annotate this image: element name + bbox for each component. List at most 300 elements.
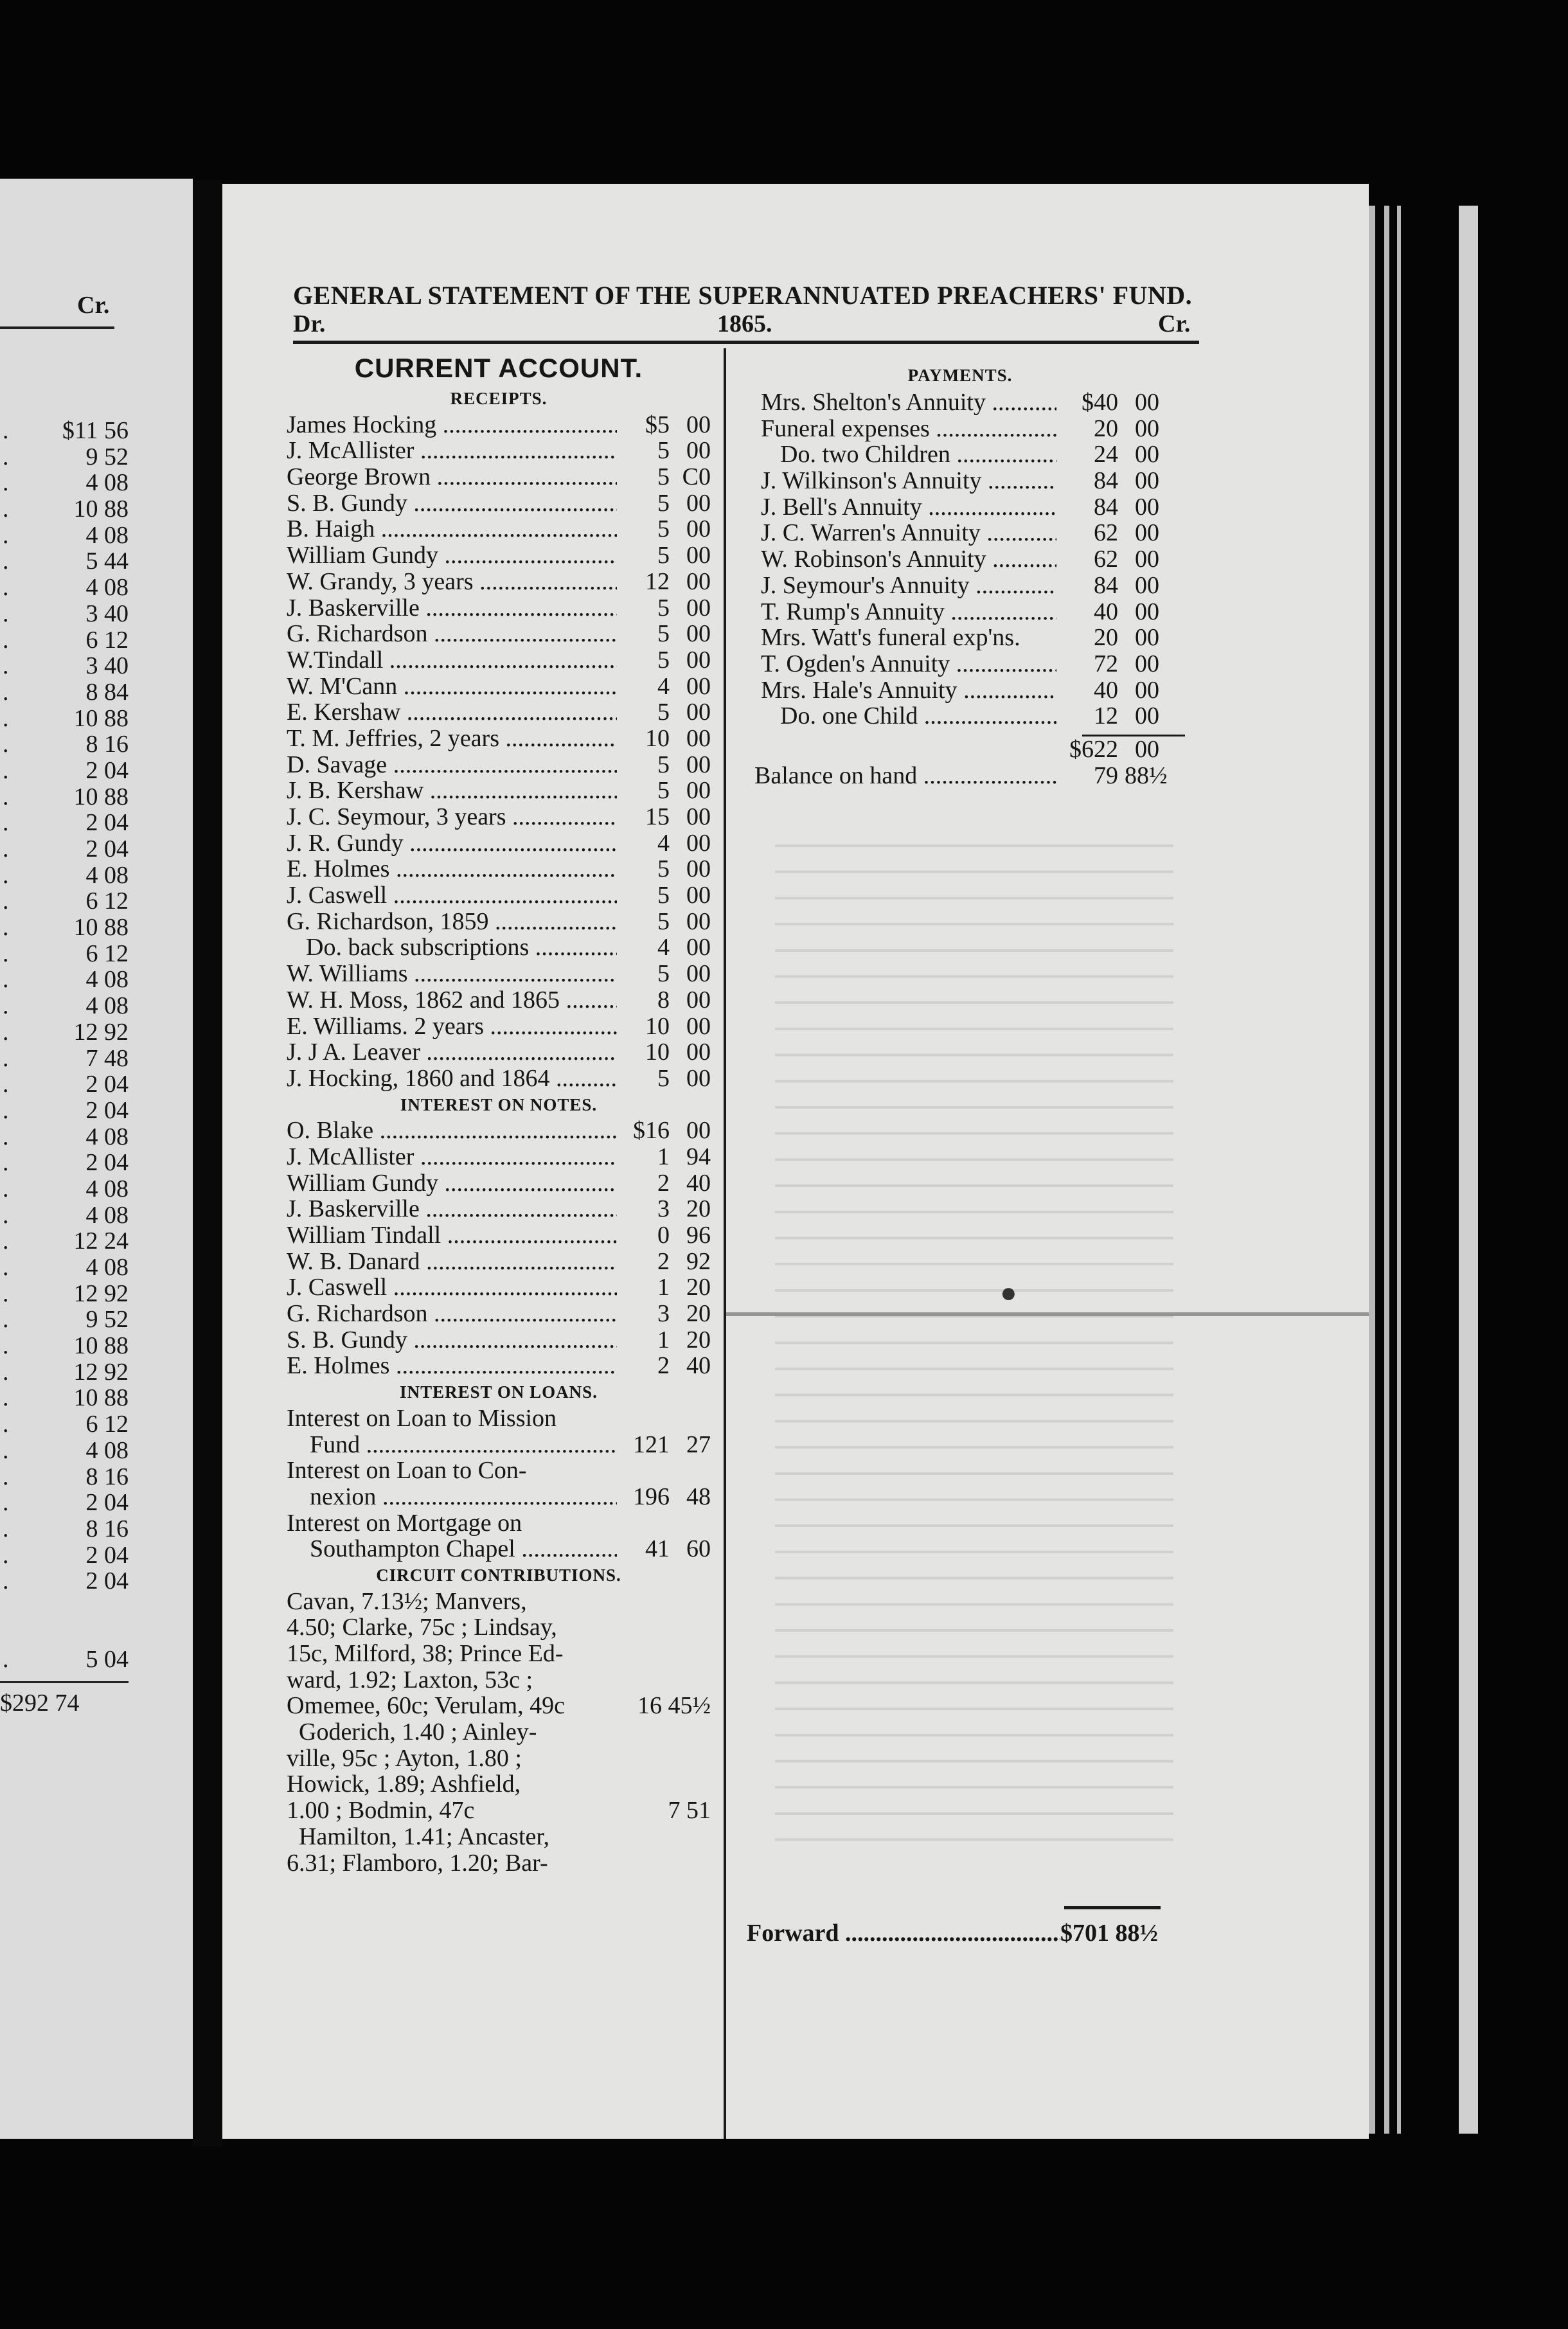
left-page-value: 10 88 <box>73 704 129 732</box>
left-page-value: 5 04 <box>85 1646 129 1673</box>
ledger-row <box>287 1170 711 1197</box>
ledger-row-name: J. Caswell ..... <box>287 882 617 908</box>
left-page-leader: . <box>3 1123 9 1150</box>
ledger-row-cents: 40 <box>686 1352 711 1380</box>
ledger-row <box>287 595 711 621</box>
left-page-leader: . <box>3 1071 9 1098</box>
ledger-row-name: Southampton Chapel ..... <box>287 1536 617 1562</box>
left-page-leader: . <box>3 1541 9 1569</box>
ledger-row <box>287 490 711 517</box>
left-page-cr-label: Cr. <box>77 292 110 319</box>
left-page-row <box>0 967 129 993</box>
ledger-row <box>287 987 711 1013</box>
circuit-line-amount: 16 45½ <box>637 1692 711 1720</box>
left-page-leader: . <box>3 835 9 862</box>
ledger-row <box>287 1066 711 1092</box>
ledger-row-name: Fund ..... <box>287 1432 617 1458</box>
ledger-row-cents: 00 <box>686 986 711 1013</box>
left-page-row <box>0 941 129 967</box>
ledger-row <box>287 621 711 647</box>
left-page-leader: . <box>3 600 9 627</box>
left-page-header-rule <box>0 326 114 329</box>
circuit-line <box>287 1745 711 1772</box>
left-page-value: 7 48 <box>85 1044 129 1072</box>
ledger-row <box>287 542 711 569</box>
ledger-row-name: Mrs. Watt's funeral exp'ns. <box>761 625 1020 651</box>
loan-row-line1: Interest on Loan to Mission <box>287 1405 557 1431</box>
ledger-row <box>287 1196 711 1222</box>
left-page-value: 4 08 <box>85 966 129 994</box>
ledger-row-name: J. J A. Leaver ..... <box>287 1039 617 1065</box>
left-page-leader: . <box>3 1358 9 1386</box>
ledger-row-cents: 00 <box>686 829 711 857</box>
ledger-row-name: W. M'Cann ..... <box>287 674 617 699</box>
ledger-row-cents: 00 <box>686 960 711 988</box>
interest-notes-heading: INTEREST ON NOTES. <box>400 1094 598 1114</box>
ledger-row-dollars: 24 <box>1094 441 1118 468</box>
loan-row-title <box>287 1458 711 1484</box>
left-page-leader: . <box>3 940 9 967</box>
circuit-contributions-heading: CIRCUIT CONTRIBUTIONS. <box>376 1565 621 1585</box>
left-page-value: 2 04 <box>85 835 129 862</box>
interest-loans-list <box>287 1405 711 1562</box>
ledger-row <box>287 1353 711 1379</box>
ledger-row <box>287 1249 711 1275</box>
left-page-row <box>0 731 129 758</box>
left-page-value: 2 04 <box>85 1541 129 1569</box>
header-rule <box>293 341 1199 344</box>
ledger-row <box>761 468 1159 494</box>
ledger-row <box>287 1039 711 1066</box>
ledger-row-name: E. Kershaw ..... <box>287 699 617 725</box>
receipts-heading: RECEIPTS. <box>450 389 548 408</box>
ledger-row-dollars: 5 <box>657 882 670 909</box>
circuit-line <box>287 1824 711 1850</box>
ledger-row <box>287 464 711 490</box>
ledger-row <box>761 625 1159 651</box>
ledger-row-dollars: 5 <box>657 1064 670 1092</box>
ledger-row-cents: 00 <box>686 1117 711 1145</box>
ledger-row-dollars: 62 <box>1094 546 1118 573</box>
ledger-row-cents: 60 <box>686 1535 711 1563</box>
ledger-row-cents: 96 <box>686 1222 711 1249</box>
payments-column <box>754 357 1168 789</box>
ledger-row-name: nexion ..... <box>287 1484 617 1510</box>
ledger-row-dollars: 3 <box>657 1300 670 1328</box>
left-page-row <box>0 706 129 732</box>
left-page-row <box>0 1046 129 1072</box>
ledger-row <box>287 438 711 464</box>
ledger-row <box>761 442 1159 468</box>
left-page-row <box>0 1594 129 1621</box>
ledger-row-name: G. Richardson, 1859 ..... <box>287 909 617 934</box>
forward-row <box>747 1919 1158 1947</box>
left-page-row <box>0 1438 129 1464</box>
left-page-row <box>0 1307 129 1333</box>
ledger-row-cents: 00 <box>1135 624 1159 652</box>
ledger-row-cents: 00 <box>1135 546 1159 573</box>
ledger-row <box>287 699 711 726</box>
ledger-row-dollars: 121 <box>633 1431 670 1458</box>
left-page-value: 12 92 <box>73 1280 129 1307</box>
ledger-row-dollars: 40 <box>1094 676 1118 704</box>
left-page-row <box>0 627 129 654</box>
left-page-leader: . <box>3 1175 9 1202</box>
circuit-line-text: Omemee, 60c; Verulam, 49c <box>287 1692 565 1720</box>
ledger-row-name: E. Williams. 2 years ..... <box>287 1013 617 1039</box>
left-page-row <box>0 1359 129 1386</box>
ledger-row <box>287 1222 711 1249</box>
ledger-row <box>287 1301 711 1327</box>
left-page-leader: . <box>3 1201 9 1229</box>
ledger-row-cents: 00 <box>686 1039 711 1066</box>
ledger-row <box>287 516 711 542</box>
left-page-value: 12 92 <box>73 1358 129 1386</box>
interest-notes-list <box>287 1118 711 1379</box>
ledger-row-dollars: 41 <box>645 1535 670 1563</box>
circuit-line <box>287 1614 711 1641</box>
ledger-row-name: T. Rump's Annuity ..... <box>761 599 1056 625</box>
ledger-row-cents: 20 <box>686 1195 711 1223</box>
left-page-row <box>0 1490 129 1516</box>
ledger-row-dollars: 4 <box>657 934 670 961</box>
ledger-row-dollars: 10 <box>645 1039 670 1066</box>
left-page-row <box>0 679 129 706</box>
left-page-value: 12 24 <box>73 1227 129 1255</box>
ledger-row-cents: 00 <box>686 777 711 805</box>
left-page-leader: . <box>3 1018 9 1046</box>
left-page-value: 10 88 <box>73 914 129 941</box>
ledger-row <box>287 882 711 909</box>
circuit-line-text: Hamilton, 1.41; Ancaster, <box>287 1823 550 1850</box>
ledger-row-cents: 00 <box>686 882 711 909</box>
left-page-value: 8 84 <box>85 678 129 706</box>
left-page-value: 4 08 <box>85 1254 129 1281</box>
left-page-leader: . <box>3 756 9 784</box>
left-page-leader: . <box>3 1280 9 1307</box>
ledger-row <box>761 520 1159 546</box>
left-page-value: 2 04 <box>85 756 129 784</box>
left-page-amount-column <box>0 418 129 1673</box>
left-page-leader: . <box>3 626 9 654</box>
left-page-leader: . <box>3 704 9 732</box>
ledger-row-dollars: 5 <box>657 542 670 569</box>
ledger-row <box>761 599 1159 625</box>
left-page-row <box>0 784 129 810</box>
ledger-row <box>287 752 711 778</box>
left-page-leader: . <box>3 1332 9 1360</box>
ledger-row-dollars: 5 <box>657 620 670 648</box>
left-page-value: 4 08 <box>85 1436 129 1464</box>
ledger-row <box>287 412 711 438</box>
ledger-row-name: W. H. Moss, 1862 and 1865 ..... <box>287 987 617 1013</box>
left-page-row <box>0 1228 129 1254</box>
ledger-row-dollars: 1 <box>657 1326 670 1353</box>
subtotal-dollars: $622 <box>1069 735 1118 763</box>
left-facing-page <box>0 179 193 2139</box>
left-page-value: 4 08 <box>85 574 129 602</box>
ledger-row-dollars: 196 <box>633 1483 670 1510</box>
left-page-leader: . <box>3 1646 9 1673</box>
ledger-row-dollars: $5 <box>645 411 670 438</box>
ledger-row-name: S. B. Gundy ..... <box>287 490 617 516</box>
ledger-row-cents: 00 <box>686 567 711 595</box>
left-page-leader: . <box>3 1254 9 1281</box>
left-page-leader: . <box>3 1463 9 1490</box>
ledger-row <box>287 830 711 857</box>
ledger-row-cents: 00 <box>1135 676 1159 704</box>
ledger-row-cents: 00 <box>686 672 711 700</box>
ledger-row-name: J. Baskerville ..... <box>287 595 617 621</box>
ledger-row-dollars: 5 <box>657 960 670 988</box>
ledger-row-name: J. C. Warren's Annuity ..... <box>761 520 1056 546</box>
left-page-leader: . <box>3 1411 9 1438</box>
left-page-row <box>0 1333 129 1359</box>
loan-row <box>287 1432 711 1458</box>
ledger-row-dollars: $40 <box>1082 389 1118 416</box>
left-page-row <box>0 1019 129 1046</box>
circuit-line-text: 15c, Milford, 38; Prince Ed- <box>287 1640 564 1667</box>
left-page-value: 12 92 <box>73 1018 129 1046</box>
ledger-row-dollars: 2 <box>657 1169 670 1197</box>
ledger-row-cents: 00 <box>1135 493 1159 521</box>
ledger-row-cents: 00 <box>1135 441 1159 468</box>
ledger-row-name: J. R. Gundy ..... <box>287 830 617 856</box>
ledger-row-cents: C0 <box>682 463 711 491</box>
left-page-value: 6 12 <box>85 1411 129 1438</box>
left-page-leader: . <box>3 809 9 837</box>
receipts-list <box>287 412 711 1092</box>
left-page-value: 6 12 <box>85 940 129 967</box>
circuit-line <box>287 1693 711 1719</box>
ledger-row-dollars: 10 <box>645 1012 670 1040</box>
ledger-row-cents: 00 <box>686 620 711 648</box>
forward-label: Forward ..... <box>747 1919 1060 1947</box>
left-page-row <box>0 1071 129 1098</box>
payments-list <box>761 389 1159 729</box>
left-page-leader: . <box>3 1227 9 1255</box>
balance-cents: 88½ <box>1125 762 1168 789</box>
left-page-value: 3 40 <box>85 652 129 680</box>
statement-year: 1865. <box>717 310 772 337</box>
ledger-row <box>761 573 1159 599</box>
ledger-row-name: S. B. Gundy ..... <box>287 1327 617 1353</box>
ledger-row-dollars: 84 <box>1094 571 1118 599</box>
ledger-row-dollars: 62 <box>1094 519 1118 547</box>
left-page-leader: . <box>3 469 9 497</box>
ledger-row <box>287 804 711 830</box>
ledger-row-cents: 00 <box>1135 389 1159 416</box>
left-page-total-rule <box>0 1681 129 1683</box>
ledger-row-dollars: 12 <box>1094 702 1118 730</box>
left-page-value: 2 04 <box>85 1567 129 1595</box>
left-page-value: 8 16 <box>85 1463 129 1490</box>
ledger-row-name: E. Holmes ..... <box>287 1353 617 1379</box>
ledger-row-dollars: $16 <box>633 1117 670 1145</box>
ledger-row-dollars: 84 <box>1094 467 1118 495</box>
circuit-line <box>287 1589 711 1615</box>
left-page-leader: . <box>3 548 9 575</box>
payments-heading: PAYMENTS. <box>907 366 1013 385</box>
ledger-row-dollars: 12 <box>645 567 670 595</box>
ledger-row-name: Mrs. Shelton's Annuity ..... <box>761 389 1056 415</box>
left-page-row <box>0 1098 129 1124</box>
ledger-row-name: Funeral expenses ..... <box>761 416 1056 442</box>
ledger-row-name: J. McAllister ..... <box>287 438 617 463</box>
ledger-row-dollars: 0 <box>657 1222 670 1249</box>
ledger-row-name: J. Seymour's Annuity ..... <box>761 573 1056 598</box>
ledger-row-cents: 00 <box>686 489 711 517</box>
ledger-row <box>761 651 1159 677</box>
circuit-line <box>287 1798 711 1824</box>
left-page-value: $11 56 <box>62 417 129 444</box>
left-page-leader: . <box>3 861 9 889</box>
left-page-value: 10 88 <box>73 783 129 810</box>
ledger-row-dollars: 40 <box>1094 598 1118 625</box>
loan-row-title <box>287 1510 711 1537</box>
receipts-column <box>287 351 711 1876</box>
left-page-leader: . <box>3 443 9 470</box>
circuit-line <box>287 1667 711 1693</box>
ledger-row-name: O. Blake ..... <box>287 1118 617 1143</box>
ledger-row-name: E. Holmes ..... <box>287 856 617 882</box>
ledger-row-cents: 00 <box>686 724 711 752</box>
left-page-value: 8 16 <box>85 731 129 758</box>
left-page-row <box>0 1646 129 1673</box>
ledger-row-cents: 00 <box>686 437 711 465</box>
ledger-row-dollars: 20 <box>1094 415 1118 442</box>
left-page-value: 4 08 <box>85 469 129 497</box>
left-page-row <box>0 601 129 627</box>
left-page-row <box>0 496 129 522</box>
ledger-row-dollars: 2 <box>657 1247 670 1275</box>
left-page-row <box>0 522 129 549</box>
ledger-row-name: G. Richardson ..... <box>287 1301 617 1326</box>
ledger-row-name: J. Bell's Annuity ..... <box>761 494 1056 520</box>
ledger-row <box>287 674 711 700</box>
circuit-line-text: 4.50; Clarke, 75c ; Lindsay, <box>287 1614 557 1641</box>
ledger-row-dollars: 1 <box>657 1143 670 1170</box>
loan-row-line1: Interest on Mortgage on <box>287 1510 522 1536</box>
left-page-value: 4 08 <box>85 992 129 1020</box>
left-page-leader: . <box>3 1384 9 1412</box>
ledger-row-dollars: 5 <box>657 515 670 543</box>
left-page-value: 4 08 <box>85 1123 129 1150</box>
ledger-row-dollars: 5 <box>657 463 670 491</box>
ledger-row <box>287 778 711 804</box>
ledger-row-name: J. C. Seymour, 3 years ..... <box>287 804 617 830</box>
left-page-value: 6 12 <box>85 888 129 915</box>
ledger-row-name: William Tindall ..... <box>287 1222 617 1248</box>
ledger-row-name: Do. two Children ..... <box>761 442 1056 467</box>
left-page-row <box>0 758 129 784</box>
left-page-row <box>0 1568 129 1594</box>
book-gutter <box>193 180 222 2146</box>
ledger-row <box>761 494 1159 521</box>
ledger-row-name: W.Tindall ..... <box>287 647 617 673</box>
ledger-row-dollars: 2 <box>657 1352 670 1380</box>
credit-label: Cr. <box>1158 310 1191 337</box>
circuit-line <box>287 1771 711 1798</box>
ledger-row-cents: 00 <box>686 751 711 778</box>
left-page-row <box>0 1281 129 1307</box>
left-page-row <box>0 1254 129 1281</box>
ledger-row-name: B. Haigh ..... <box>287 516 617 542</box>
forward-amount: $701 88½ <box>1060 1920 1158 1947</box>
ledger-row-name: J. McAllister ..... <box>287 1144 617 1170</box>
left-page-row <box>0 418 129 444</box>
left-page-row <box>0 810 129 836</box>
ledger-row-dollars: 5 <box>657 855 670 883</box>
ledger-row <box>287 569 711 595</box>
ledger-row-name: W. B. Danard ..... <box>287 1249 617 1274</box>
ledger-row <box>761 416 1159 442</box>
left-page-row <box>0 993 129 1019</box>
ledger-row <box>287 961 711 987</box>
interest-loans-heading: INTEREST ON LOANS. <box>400 1382 598 1402</box>
ledger-row <box>761 677 1159 704</box>
ledger-row-cents: 00 <box>686 515 711 543</box>
left-page-row <box>0 836 129 862</box>
ledger-row-cents: 00 <box>686 1064 711 1092</box>
ledger-row-cents: 20 <box>686 1300 711 1328</box>
page-title: GENERAL STATEMENT OF THE SUPERANNUATED PREACHERS' FUND. <box>293 281 1193 310</box>
left-page-row <box>0 1621 129 1647</box>
ledger-row-name: W. Robinson's Annuity ..... <box>761 546 1056 572</box>
ledger-row-cents: 00 <box>1135 519 1159 547</box>
left-page-row <box>0 1176 129 1202</box>
ledger-row <box>287 726 711 752</box>
ledger-row-name: William Gundy ..... <box>287 542 617 568</box>
left-page-row <box>0 888 129 915</box>
left-page-leader: . <box>3 1306 9 1334</box>
circuit-line <box>287 1850 711 1877</box>
ledger-row-name: T. Ogden's Annuity ..... <box>761 651 1056 677</box>
left-page-total: $292 74 <box>0 1690 80 1717</box>
left-page-leader: . <box>3 1436 9 1464</box>
ledger-row-dollars: 5 <box>657 699 670 726</box>
left-page-value: 8 16 <box>85 1515 129 1542</box>
circuit-line-text: 6.31; Flamboro, 1.20; Bar- <box>287 1849 548 1877</box>
ledger-row-dollars: 72 <box>1094 650 1118 677</box>
ledger-row-dollars: 5 <box>657 907 670 935</box>
ledger-row-cents: 00 <box>686 803 711 830</box>
ledger-row-cents: 20 <box>686 1274 711 1301</box>
ledger-row <box>287 1118 711 1144</box>
ledger-row-name: George Brown ..... <box>287 464 617 490</box>
circuit-line-text: Howick, 1.89; Ashfield, <box>287 1771 521 1798</box>
ledger-row <box>287 1274 711 1301</box>
ledger-row-name: W. Williams ..... <box>287 961 617 986</box>
ledger-row-dollars: 3 <box>657 1195 670 1223</box>
ledger-row-dollars: 5 <box>657 751 670 778</box>
ledger-row-name: Do. back subscriptions ..... <box>287 934 617 960</box>
ledger-page <box>222 184 1369 2139</box>
left-page-leader: . <box>3 521 9 549</box>
bleed-through-text <box>775 826 1173 1855</box>
left-page-leader: . <box>3 574 9 602</box>
ledger-row-cents: 92 <box>686 1247 711 1275</box>
ledger-row <box>287 909 711 935</box>
loan-row <box>287 1484 711 1510</box>
left-page-value: 4 08 <box>85 1175 129 1202</box>
bleed-through-rule <box>724 1312 1369 1316</box>
left-page-row <box>0 862 129 889</box>
left-page-row <box>0 1542 129 1569</box>
circuit-line-text: ville, 95c ; Ayton, 1.80 ; <box>287 1744 522 1772</box>
left-page-value: 2 04 <box>85 1096 129 1124</box>
left-page-leader: . <box>3 966 9 994</box>
